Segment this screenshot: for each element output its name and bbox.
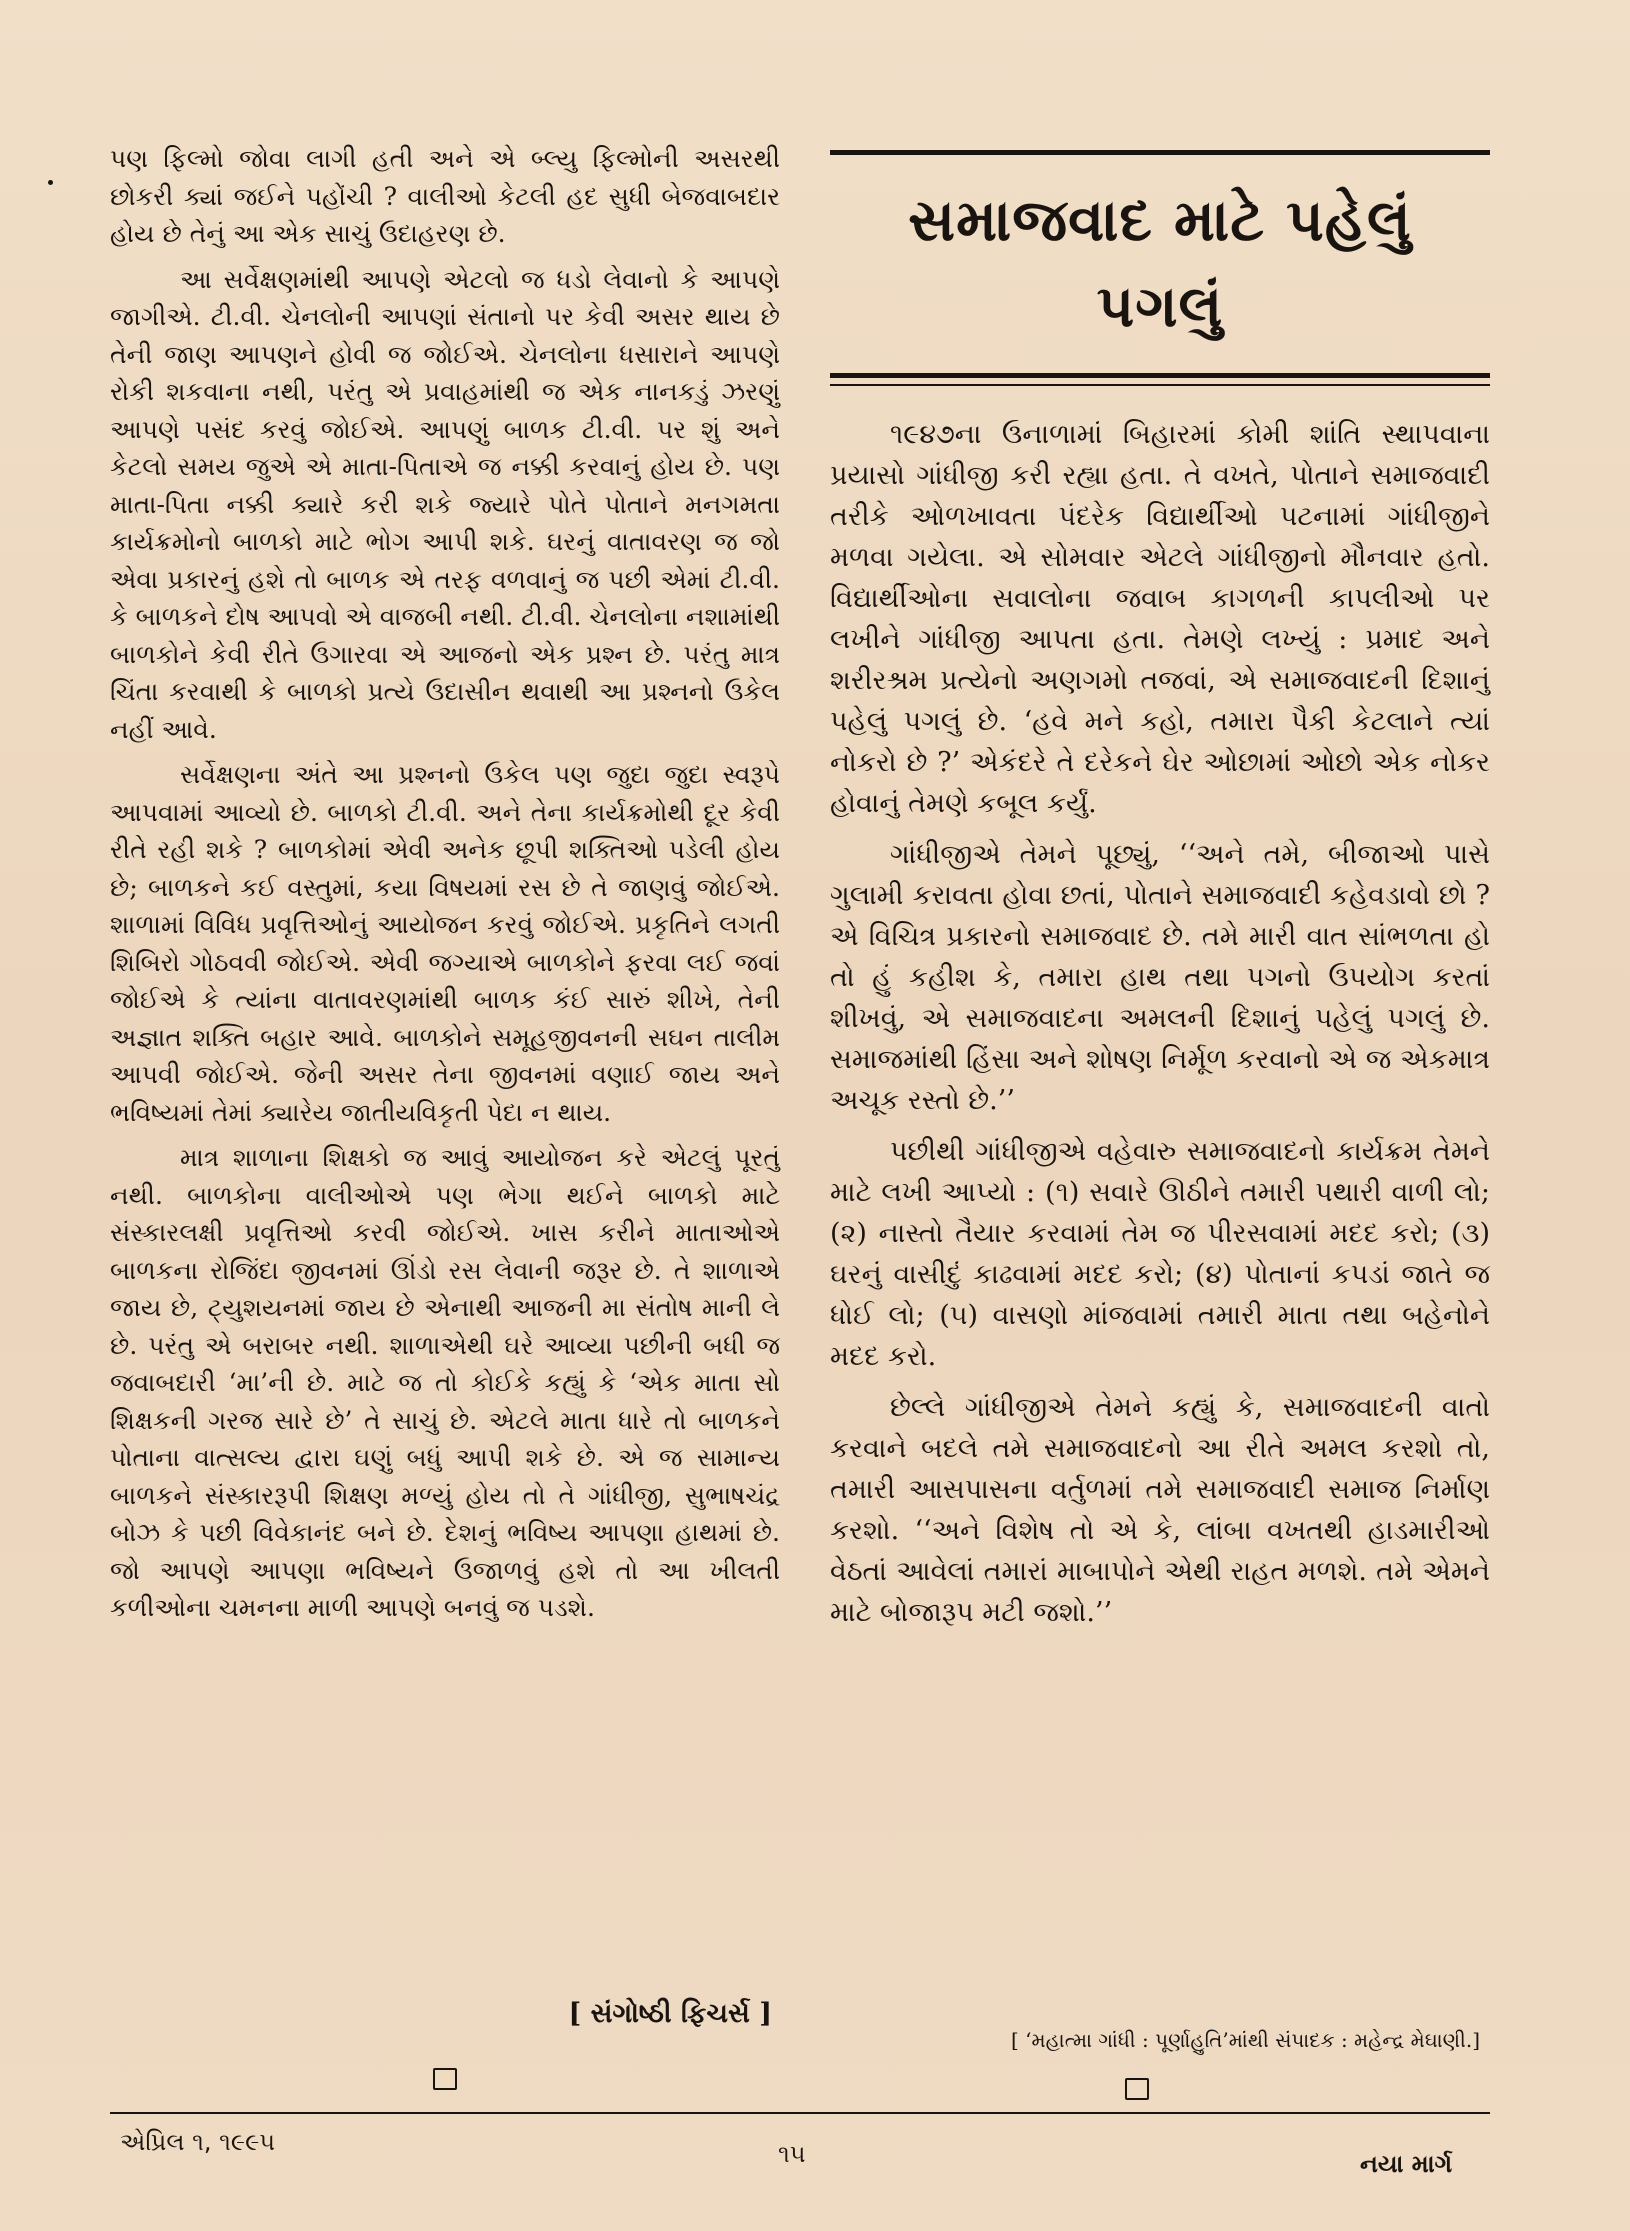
left-paragraph-4: માત્ર શાળાના શિક્ષકો જ આવું આયોજન કરે એટલું પૂરતું નથી. બાળકોના વાલીઓએ પણ ભેગા થઈને બાળકો માટે સંસ્કારલક્ષી પ્રવૃત્તિઓ કરવી જોઈએ. ખાસ કરીને માતાઓએ બાળકના રોજિંદા જીવનમાં ઊંડો રસ લેવાની જરૂર છે. તે શાળાએ જાય છે, ટ્યુશયનમાં જાય છે એનાથી આજની મા સંતોષ માની લે છે. પરંતુ એ બરાબર નથી. શાળાએથી ઘરે આવ્યા પછીની બધી જ જવાબદારી ‘મા’ની છે. માટે જ તો કોઈકે કહ્યું કે ‘એક માતા સો શિક્ષકની ગરજ સારે છે’ તે સાચું છે. એટલે માતા ધારે તો બાળકને પોતાના વાત્સલ્ય દ્વારા ઘણું બધું આપી શકે છે. એ જ સામાન્ય બાળકને સંસ્કારરૂપી શિક્ષણ મળ્યું હોય તો તે ગાંધીજી, સુભાષચંદ્ર બોઝ કે પછી વિવેકાનંદ બને છે. દેશનું ભવિષ્ય આપણા હાથમાં છે. જો આપણે આપણા ભવિષ્યને ઉજાળવું હશે તો આ ખીલતી કળીઓના ચમનના માળી આપણે બનવું જ પડશે.	[110, 1143, 780, 1622]
left-paragraph-3: સર્વેક્ષણના અંતે આ પ્રશ્નનો ઉકેલ પણ જુદા જુદા સ્વરૂપે આપવામાં આવ્યો છે. બાળકો ટી.વી. અને તેના કાર્યક્રમોથી દૂર કેવી રીતે રહી શકે ? બાળકોમાં એવી અનેક છૂપી શક્તિઓ પડેલી હોય છે; બાળકને કઈ વસ્તુમાં, કયા વિષયમાં રસ છે તે જાણવું જોઈએ. શાળામાં વિવિધ પ્રવૃત્તિઓનું આયોજન કરવું જોઈએ. પ્રકૃતિને લગતી શિબિરો ગોઠવવી જોઈએ. એવી જગ્યાએ બાળકોને ફરવા લઈ જવાં જોઈએ કે ત્યાંના વાતાવરણમાંથી બાળક કંઈ સારું શીખે, તેની અજ્ઞાત શક્તિ બહાર આવે. બાળકોને સમૂહજીવનની સઘન તાલીમ આપવી જોઈએ. જેની અસર તેના જીવનમાં વણાઈ જાય અને ભવિષ્યમાં તેમાં ક્યારેય જાતીયવિકૃતી પેદા ન થાય.	[110, 760, 780, 1127]
right-credit: [ ‘મહાત્મા ગાંધી : પૂર્ણાહુતિ’માંથી સંપાદક : મહેન્દ્ર મેઘાણી.]	[1010, 2028, 1480, 2052]
right-paragraph-3: પછીથી ગાંધીજીએ વહેવારુ સમાજવાદનો કાર્યક્રમ તેમને માટે લખી આપ્યો : (૧) સવારે ઊઠીને તમારી પથારી વાળી લો; (૨) નાસ્તો તૈયાર કરવામાં તેમ જ પીરસવામાં મદદ કરો; (૩) ઘરનું વાસીદું કાઢવામાં મદદ કરો; (૪) પોતાનાં કપડાં જાતે જ ધોઈ લો; (૫) વાસણો માંજવામાં તમારી માતા તથા બહેનોને મદદ કરો.	[830, 1136, 1490, 1372]
left-paragraph-1: પણ ફિલ્મો જોવા લાગી હતી અને એ બ્લ્યુ ફિલ્મોની અસરથી છોકરી ક્યાં જઈને પહોંચી ? વાલીઓ કેટલી હદ સુધી બેજવાબદાર હોય છે તેનું આ એક સાચું ઉદાહરણ છે.	[110, 144, 780, 248]
page-number: ૧૫	[778, 2140, 806, 2168]
stray-mark	[48, 180, 53, 185]
right-paragraph-2: ગાંધીજીએ તેમને પૂછ્યું, ‘‘અને તમે, બીજાઓ પાસે ગુલામી કરાવતા હોવા છતાં, પોતાને સમાજવાદી કહેવડાવો છો ? એ વિચિત્ર પ્રકારનો સમાજવાદ છે. તમે મારી વાત સાંભળતા હો તો હું કહીશ કે, તમારા હાથ તથા પગનો ઉપયોગ કરતાં શીખવું, એ સમાજવાદના અમલની દિશાનું પહેલું પગલું છે. સમાજમાંથી હિંસા અને શોષણ નિર્મૂળ કરવાનો એ જ એકમાત્ર અચૂક રસ્તો છે.’’	[830, 839, 1490, 1116]
title-top-rule	[830, 150, 1490, 155]
article-title	[830, 177, 1490, 349]
end-mark-right-icon	[1125, 2078, 1149, 2100]
article-title-line-1: સમાજવાદ માટે પહેલું	[908, 186, 1412, 254]
article-title-line-2: પગલું	[1096, 272, 1224, 340]
right-paragraph-4: છેલ્લે ગાંધીજીએ તેમને કહ્યું કે, સમાજવાદની વાતો કરવાને બદલે તમે સમાજવાદનો આ રીતે અમલ કરશો તો, તમારી આસપાસના વર્તુળમાં તમે સમાજવાદી સમાજ નિર્માણ કરશો. ‘‘અને વિશેષ તો એ કે, લાંબા વખતથી હાડમારીઓ વેઠતાં આવેલાં તમારાં માબાપોને એથી રાહત મળશે. તમે એમને માટે બોજારૂપ મટી જશો.’’	[830, 1392, 1490, 1628]
left-paragraph-2: આ સર્વેક્ષણમાંથી આપણે એટલો જ ધડો લેવાનો કે આપણે જાગીએ. ટી.વી. ચેનલોની આપણાં સંતાનો પર કેવી અસર થાય છે તેની જાણ આપણને હોવી જ જોઈએ. ચેનલોના ધસારાને આપણે રોકી શકવાના નથી, પરંતુ એ પ્રવાહમાંથી જ એક નાનકડું ઝરણું આપણે પસંદ કરવું જોઈએ. આપણું બાળક ટી.વી. પર શું અને કેટલો સમય જુએ એ માતા-પિતાએ જ નક્કી કરવાનું હોય છે. પણ માતા-પિતા નક્કી ક્યારે કરી શકે જ્યારે પોતે પોતાને મનગમતા કાર્યક્રમોનો બાળકો માટે ભોગ આપી શકે. ઘરનું વાતાવરણ જ જો એવા પ્રકારનું હશે તો બાળક એ તરફ વળવાનું જ પછી એમાં ટી.વી. કે બાળકને દોષ આપવો એ વાજબી નથી. ટી.વી. ચેનલોના નશામાંથી બાળકોને કેવી રીતે ઉગારવા એ આજનો એક પ્રશ્ન છે. પરંતુ માત્ર ચિંતા કરવાથી કે બાળકો પ્રત્યે ઉદાસીન થવાથી આ પ્રશ્નનો ઉકેલ નહીં આવે.	[110, 264, 781, 744]
end-mark-left-icon	[433, 2068, 457, 2090]
publication-name: નયા માર્ગ	[1360, 2150, 1453, 2178]
footer-date: એપ્રિલ ૧, ૧૯૯૫	[120, 2128, 276, 2156]
right-column	[830, 150, 1490, 1643]
right-paragraph-1: ૧૯૪૭ના ઉનાળામાં બિહારમાં કોમી શાંતિ સ્થાપવાના પ્રયાસો ગાંધીજી કરી રહ્યા હતા. તે વખતે, પોતાને સમાજવાદી તરીકે ઓળખાવતા પંદરેક વિદ્યાર્થીઓ પટનામાં ગાંધીજીને મળવા ગયેલા. એ સોમવાર એટલે ગાંધીજીનો મૌનવાર હતો. વિદ્યાર્થીઓના સવાલોના જવાબ કાગળની કાપલીઓ પર લખીને ગાંધીજી આપતા હતા. તેમણે લખ્યું : પ્રમાદ અને શરીરશ્રમ પ્રત્યેનો અણગમો તજવાં, એ સમાજવાદની દિશાનું પહેલું પગલું છે. ‘હવે મને કહો, તમારા પૈકી કેટલાને ત્યાં નોકરો છે ?’ એકંદરે તે દરેકને ઘેર ઓછામાં ઓછો એક નોકર હોવાનું તેમણે કબૂલ કર્યું.	[830, 419, 1490, 819]
left-credit: [ સંગોષ્ઠી ફિચર્સ ]	[568, 1998, 772, 2029]
footer-rule	[110, 2112, 1490, 2114]
title-bottom-rule	[830, 373, 1490, 386]
article-body	[830, 414, 1490, 1633]
left-column	[110, 140, 780, 1635]
